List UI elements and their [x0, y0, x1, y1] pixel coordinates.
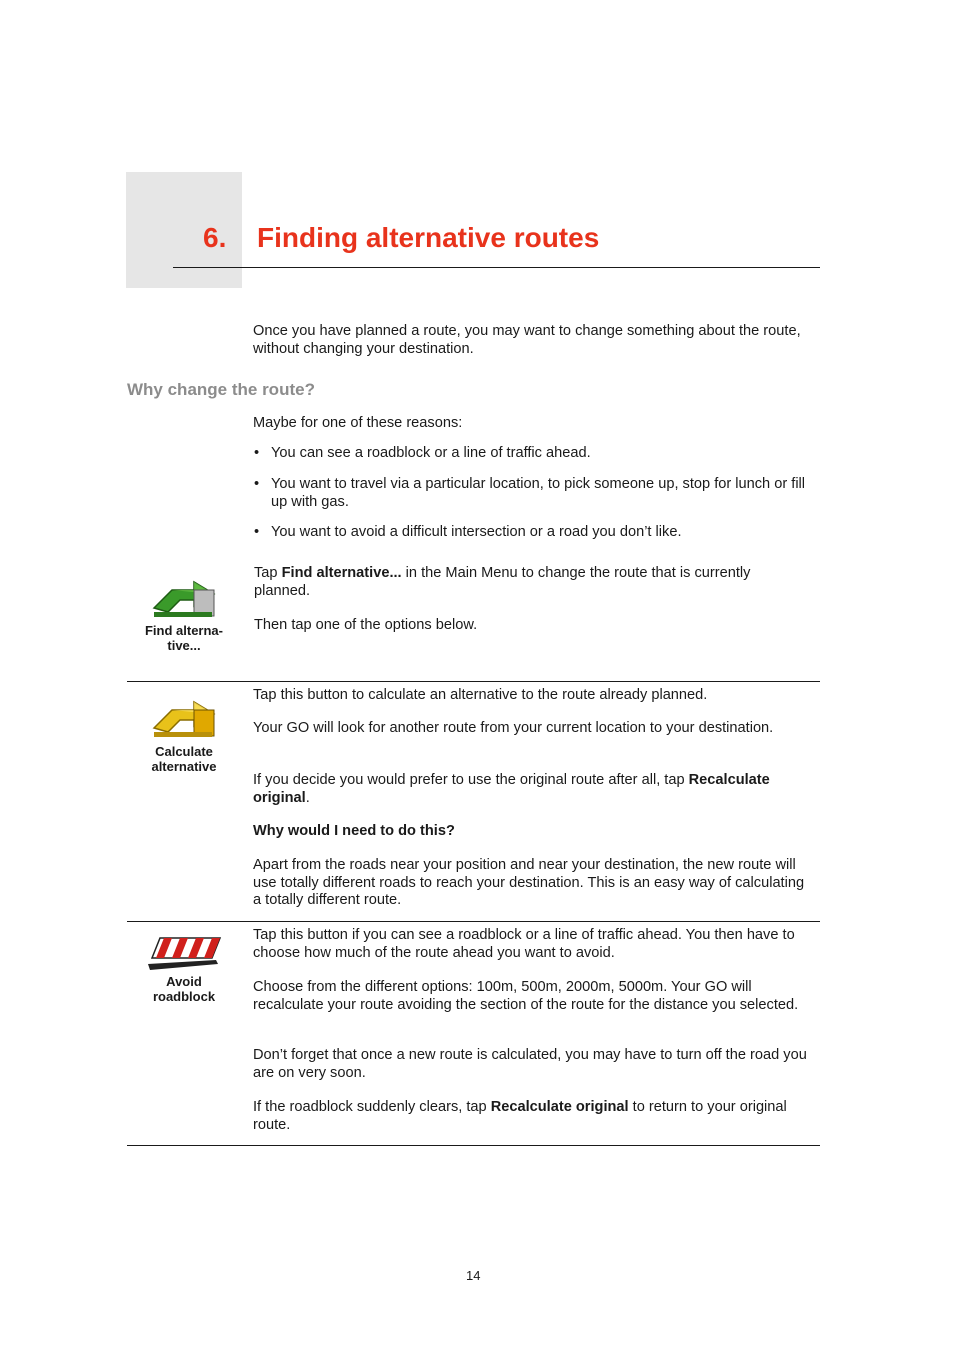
text-run: If you decide you would prefer to use the original route after all, tap — [253, 772, 689, 788]
icon-label-line: Calculate — [155, 744, 213, 759]
reasons-lead: Maybe for one of these reasons: — [253, 415, 463, 431]
green-route-arrow-icon[interactable] — [150, 572, 220, 620]
calc-paragraph-1: Tap this button to calculate an alternative to the route already planned. — [253, 687, 708, 703]
avoid-roadblock-label — [126, 975, 242, 1004]
calc-paragraph-2: Your GO will look for another route from your current location to your destination. — [253, 720, 774, 736]
table-divider — [127, 921, 820, 922]
title-rule — [173, 267, 820, 268]
text-run: If the roadblock suddenly clears, tap — [253, 1099, 491, 1115]
bullet-dot: • — [254, 476, 260, 492]
calc-question-heading: Why would I need to do this? — [253, 823, 455, 839]
icon-label-line: Avoid — [166, 974, 202, 989]
page-title: Finding alternative routes — [257, 222, 600, 253]
intro-paragraph: Once you have planned a route, you may want to change something about the route, without changing your destination. — [253, 323, 801, 357]
icon-label-line: tive... — [167, 637, 201, 653]
find-alternative-label — [126, 624, 242, 653]
icon-label-line: roadblock — [152, 988, 216, 1004]
icon-label-line: Find alterna- — [144, 623, 223, 638]
list-item-text: You want to avoid a difficult intersection or a road you don’t like. — [271, 524, 682, 540]
icon-label-line: alternative — [151, 758, 217, 774]
bullet-dot: • — [254, 445, 260, 461]
calculate-alternative-label — [126, 745, 242, 774]
yellow-route-arrow-icon[interactable] — [150, 692, 220, 740]
avoid-paragraph-4 — [253, 1099, 813, 1134]
page-number: 14 — [466, 1268, 481, 1283]
list-item-text: You can see a roadblock or a line of traffic ahead. — [271, 445, 591, 461]
avoid-paragraph-3: Don’t forget that once a new route is calculated, you may have to turn off the road you are on very soon. — [253, 1047, 807, 1081]
text-run: to return to your original route. — [253, 1099, 787, 1133]
then-instruction: Then tap one of the options below. — [254, 617, 478, 633]
menu-item-name: Find alternative... — [281, 565, 402, 581]
bullet-dot: • — [254, 524, 260, 540]
calc-paragraph-4: Apart from the roads near your position and near your destination, the new route will use totally different roads to reach your destination. This is an easy way of calculating a totally different route. — [253, 857, 805, 909]
table-divider — [127, 681, 820, 682]
table-divider — [127, 1145, 820, 1146]
section-heading: Why change the route? — [127, 380, 315, 399]
roadblock-barrier-icon[interactable] — [146, 934, 224, 974]
list-item-text: You want to travel via a particular location, to pick someone up, stop for lunch or fill up with gas. — [271, 476, 806, 510]
text-run: . — [305, 789, 310, 806]
text-run: Tap — [254, 565, 282, 581]
avoid-paragraph-2: Choose from the different options: 100m, 500m, 2000m, 5000m. Your GO will recalculate your route avoiding the section of the route for the distance you selected. — [253, 979, 799, 1013]
text-run: in the Main Menu to change the route that is currently planned. — [254, 565, 751, 599]
find-alternative-instruction — [254, 565, 774, 600]
avoid-paragraph-1: Tap this button if you can see a roadblock or a line of traffic ahead. You then have to choose how much of the route ahead you want to avoid. — [253, 927, 795, 961]
button-name: Recalculate original — [490, 1099, 629, 1115]
button-name: Recalculate original — [253, 772, 770, 806]
chapter-number: 6. — [203, 222, 227, 253]
calc-paragraph-3 — [253, 772, 783, 807]
